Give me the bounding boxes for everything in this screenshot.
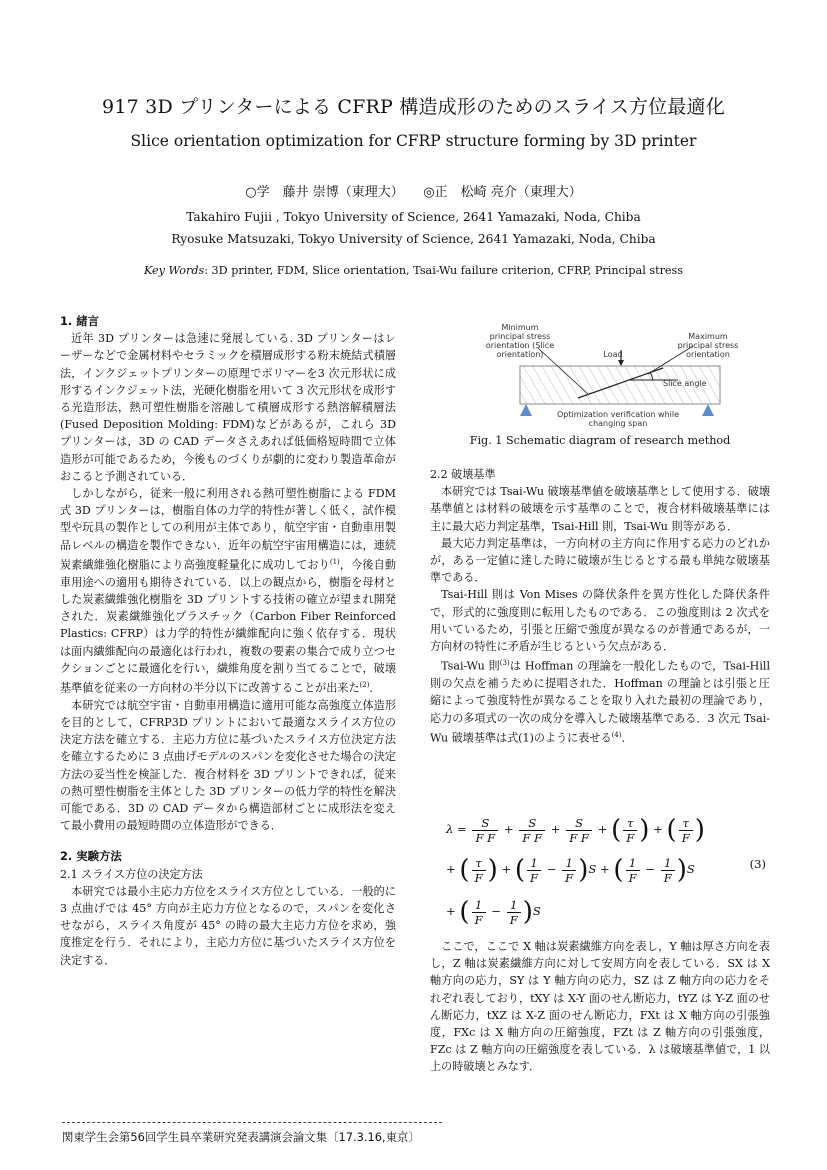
- section-heading-method: 2. 実験方法: [60, 849, 122, 864]
- section-heading-intro: 1. 緒言: [60, 314, 99, 328]
- min-label-1: Minimum: [501, 323, 539, 332]
- p8b-text: は Hoffman の理論を一般化したもので，Tsai-Hill 則の欠点を補うために提唱された．Hoffman の理論とは引張と圧縮によって強度特性が異なることを取り入れた最初の理論であり，応力の多項式の一次の成分を導入した破壊基準である．3 次元 Tsai-Wu 破壊基準は式(1)のように表せる: [430, 659, 770, 745]
- p8c-text: ．: [621, 731, 633, 745]
- paragraph-7: Tsai-Hill 則は Von Mises の降伏条件を異方性化した降伏条件で，形式的に強度則に転用したものである．この強度則は 2 次式を用いているため，引張と圧縮で強度が異なるのが普通であるが，一方向材の特性に矛盾が生じるという欠点がある．: [430, 588, 770, 654]
- p2-text: しかしながら，従来一般に利用される熱可塑性樹脂による FDM 式 3D プリンターは，樹脂自体の力学的特性が著しく低く，試作模型や玩具の製作としての利用が主体であり，航空宇宙・自動車用製品レベルの構造を製作できない．近年の航空宇宙用構造には，連続炭素繊維強化樹脂により高強度軽量化に成功しており: [60, 487, 396, 572]
- footer-divider: [62, 1122, 442, 1123]
- max-label-3: orientation: [686, 350, 730, 359]
- support-left: [520, 404, 532, 416]
- left-column: [60, 313, 396, 969]
- paragraph-6: 最大応力判定基準は，一方向材の主方向に作用する応力のどれかが，ある一定値に達した時に破壊が生じるとする最も単純な破壊基準である．: [430, 536, 770, 585]
- right-column-top: [430, 466, 770, 747]
- p2c-text: ．: [369, 681, 381, 695]
- authors: ○学 藤井 崇博（東理大） ◎正 松崎 亮介（東理大）: [245, 185, 582, 200]
- paragraph-3: 本研究では航空宇宙・自動車用構造に適用可能な高強度立体造形を目的として，CFRP3D プリントにおいて最適なスライス方位の決定方法を確立する．主応力方位に基づいたスライス方位決定方法を確立するために 3 点曲げモデルのスパンを変化させた場合の決定方法の妥当性を検証した．複合材料を 3D プリントできれば，従来の熱可塑性樹脂を主体とした 3D プリンターの低力学的特性を解決可能である．3D の CAD データから構造部材ごとに成形法を変えて最小費用の最短時間の立体造形ができる．: [60, 698, 396, 833]
- max-label-2: principal stress: [677, 341, 739, 350]
- opt-label-1: Optimization verification while: [556, 410, 680, 419]
- figure-1: [478, 320, 748, 430]
- right-column-bottom: [430, 938, 770, 1076]
- subsection-heading-slice: 2.1 スライス方位の決定方法: [60, 867, 203, 881]
- p8a-text: Tsai-Wu 則: [441, 659, 500, 673]
- min-label-3: orientation (Slice: [485, 341, 555, 350]
- ref-4: (4): [611, 730, 622, 739]
- schematic-diagram: [478, 320, 748, 430]
- min-label-2: principal stress: [489, 332, 551, 341]
- equation-number: (3): [749, 857, 766, 871]
- keywords-label: Key Words: [143, 264, 205, 277]
- paragraph-2: [60, 485, 396, 697]
- slice-angle-label: Slice angle: [663, 379, 707, 388]
- opt-label-2: changing span: [588, 419, 648, 428]
- p2b-text: ，今後自動車用途への適用も期待されている．以上の観点から，樹脂を母材とした炭素繊維強化樹脂を 3D プリントする技術の確立が望まれ開発された．炭素繊維強化プラスチック（Carbon Fiber Reinforced Plastics: CFRP）は力学的特性が繊維配向に強く依存する．現状は面内繊維配向の最適化は行われ，複数の要素の集合で成り立つセクションごとに最適化を行い，繊維角度を割り当てることで，破壊基準値を従来の一方向材の半分以下に改善することが出来た: [60, 558, 396, 695]
- equation-tsai-wu: λ = $\frac{S}{\text{F F}}$ + $\frac{S}{\text{F F}}$ + $\frac{S}{\text{F F}}$ + ( $\frac{\tau}{F}$ ) + ( $\frac{\tau}{F}$ ) + ( $\frac{\tau}{F}$ ) + ( $\frac{1}{F}$ − $\frac{1}{F}$ )S + ( $\frac{1}{F}$ − $\frac{1}{F}$ )S + ( $\frac{1}{F}$ − $\frac{1}{F}$ )S (3): [446, 815, 766, 927]
- paragraph-9: ここで，ここで X 軸は炭素繊維方向を表し，Y 軸は厚さ方向を表し，Z 軸は炭素繊維方向に対して安周方向を表している．SX は X 軸方向の応力，SY は Y 軸方向の応力，SZ は Z 軸方向の応力をそれぞれ表しており，tXY は X-Y 面のせん断応力，tYZ は Y-Z 面のせん断応力，tXZ は X-Z 面のせん断応力，FXt は X 軸方向の引張強度，FXc は X 軸方向の圧縮強度，FZt は Z 軸方向の引張強度，FZc は Z 軸方向の圧縮強度を表している．λ は破壊基準値で，1 以上の時破壊とみなす．: [430, 940, 770, 1074]
- min-label-4: orientation): [496, 350, 544, 359]
- affiliation-1: Takahiro Fujii , Tokyo University of Science, 2641 Yamazaki, Noda, Chiba: [186, 210, 641, 224]
- title-english: Slice orientation optimization for CFRP structure forming by 3D printer: [130, 132, 697, 150]
- subsection-heading-failure: 2.2 破壊基準: [430, 468, 496, 481]
- keywords: [0, 264, 827, 277]
- support-right: [702, 404, 714, 416]
- ref-3: (3): [499, 659, 510, 668]
- figure-caption: Fig. 1 Schematic diagram of research method: [469, 434, 731, 447]
- load-label: Load: [603, 350, 623, 359]
- ref-1: (1): [329, 557, 340, 566]
- paragraph-4: 本研究では最小主応力方位をスライス方位としている．一般的に 3 点曲げでは 45° 方向が主応力方位となるので，スパンを変化させながら，スライス角度が 45° の時の最大主応力方位を求め，強度推定を行う．それにより，主応力方位に基づいたスライス方位を決定する．: [60, 884, 396, 967]
- keywords-text: : 3D printer, FDM, Slice orientation, Tsai-Wu failure criterion, CFRP, Principal stress: [204, 264, 684, 277]
- affiliation-2: Ryosuke Matsuzaki, Tokyo University of Science, 2641 Yamazaki, Noda, Chiba: [171, 232, 656, 246]
- paragraph-8: [430, 655, 770, 746]
- ref-2: (2): [359, 680, 370, 689]
- footer: 関東学生会第56回学生員卒業研究発表講演会論文集〔17.3.16,東京〕: [62, 1130, 420, 1144]
- title-japanese: 917 3D プリンターによる CFRP 構造成形のためのスライス方位最適化: [102, 96, 725, 118]
- max-label-1: Maximum: [688, 332, 728, 341]
- paragraph-5: 本研究では Tsai-Wu 破壊基準値を破壊基準として使用する．破壊基準値とは材料の破壊を示す基準のことで，複合材料破壊基準には主に最大応力判定基準，Tsai-Hill 則，Tsai-Wu 則等がある．: [430, 485, 770, 533]
- paragraph-1: 近年 3D プリンターは急速に発展している. 3D プリンターはレーザーなどで金属材料やセラミックを積層成形する粉末焼結式積層法，インクジェットプリンターの原理でポリマーを3 次元形状に成形するインクジェット法，光硬化樹脂を用いて 3 次元形状を成形する光造形法，熱可塑性樹脂を溶融して積層成形する熱溶解積層法(Fused Deposition Molding: FDM)などがあるが，これら 3D プリンターは，3D の CAD データさえあれば低価格短時間で立体造形が可能であるため，今後ものづくりが劇的に変わり製造革命がおこると予測されている．: [60, 332, 396, 483]
